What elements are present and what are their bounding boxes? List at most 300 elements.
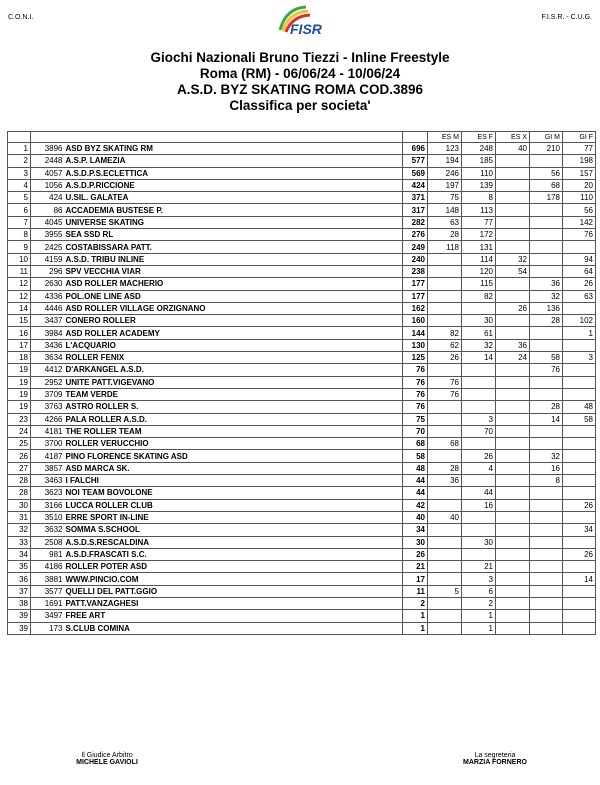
category-points-cell: 16 [462,499,496,511]
rank-cell: 35 [8,561,31,573]
table-row [8,425,596,437]
rank-cell: 31 [8,511,31,523]
rank-cell: 5 [8,192,31,204]
col-header: GI M [530,132,563,143]
category-points-cell: 82 [428,327,462,339]
club-code-cell: 3955 [31,229,65,241]
rank-cell: 19 [8,388,31,400]
category-points-cell: 102 [563,315,596,327]
club-name-cell: D'ARKANGEL A.S.D. [65,364,403,376]
total-points-cell: 68 [403,438,428,450]
table-row [8,511,596,523]
club-name-cell: A.S.D.P.RICCIONE [65,179,403,191]
category-points-cell [563,622,596,634]
category-points-cell [428,253,462,265]
category-points-cell [530,438,563,450]
category-points-cell: 63 [563,290,596,302]
table-row [8,278,596,290]
club-name-cell: PALA ROLLER A.S.D. [65,413,403,425]
category-points-cell: 68 [428,438,462,450]
club-code-cell: 2508 [31,536,65,548]
category-points-cell [496,585,530,597]
club-name-cell: SPV VECCHIA VIAR [65,265,403,277]
club-code-cell: 981 [31,548,65,560]
total-points-cell: 2 [403,597,428,609]
category-points-cell [530,229,563,241]
table-row [8,302,596,314]
category-points-cell [496,241,530,253]
club-code-cell: 3577 [31,585,65,597]
category-points-cell [428,364,462,376]
category-points-cell: 58 [563,413,596,425]
category-points-cell [496,536,530,548]
category-points-cell: 2 [462,597,496,609]
category-points-cell [530,548,563,560]
category-points-cell [530,487,563,499]
category-points-cell: 61 [462,327,496,339]
category-points-cell: 4 [462,462,496,474]
rank-cell: 24 [8,425,31,437]
rank-cell: 37 [8,585,31,597]
club-code-cell: 296 [31,265,65,277]
club-name-cell: UNIVERSE SKATING [65,216,403,228]
category-points-cell [563,388,596,400]
table-row [8,438,596,450]
category-points-cell [563,462,596,474]
table-row [8,376,596,388]
club-name-cell: THE ROLLER TEAM [65,425,403,437]
category-points-cell: 32 [530,290,563,302]
club-name-cell: ROLLER VERUCCHIO [65,438,403,450]
category-points-cell [496,290,530,302]
total-points-cell: 696 [403,143,428,155]
category-points-cell [428,265,462,277]
table-row [8,585,596,597]
category-points-cell [496,413,530,425]
category-points-cell [496,204,530,216]
category-points-cell: 172 [462,229,496,241]
category-points-cell [462,401,496,413]
club-name-cell: TEAM VERDE [65,388,403,400]
total-points-cell: 76 [403,364,428,376]
club-code-cell: 3700 [31,438,65,450]
category-points-cell [563,241,596,253]
total-points-cell: 282 [403,216,428,228]
total-points-cell: 42 [403,499,428,511]
club-name-cell: ROLLER FENIX [65,352,403,364]
total-points-cell: 249 [403,241,428,253]
category-points-cell [530,511,563,523]
fisr-logo [272,4,332,40]
fisr-cug-label: F.I.S.R. - C.U.G. [541,14,592,21]
event-location-dates: Roma (RM) - 06/06/24 - 10/06/24 [199,66,401,81]
category-points-cell [428,548,462,560]
category-points-cell: 30 [462,315,496,327]
table-row [8,573,596,585]
total-points-cell: 76 [403,388,428,400]
category-points-cell: 64 [563,265,596,277]
club-name-cell: SEA SSD RL [65,229,403,241]
category-points-cell [496,499,530,511]
coni-label: C.O.N.I. [8,14,34,21]
table-row [8,450,596,462]
category-points-cell: 30 [462,536,496,548]
category-points-cell [530,339,563,351]
club-code-cell: 3436 [31,339,65,351]
rank-cell: 3 [8,167,31,179]
table-row [8,327,596,339]
rank-cell: 38 [8,597,31,609]
rank-cell: 34 [8,548,31,560]
category-points-cell: 142 [563,216,596,228]
total-points-cell: 317 [403,204,428,216]
category-points-cell: 26 [563,278,596,290]
table-row [8,487,596,499]
rank-cell: 39 [8,610,31,622]
category-points-cell: 94 [563,253,596,265]
secretary-name: MARZIA FORNERO [463,759,527,766]
category-points-cell [563,339,596,351]
club-code-cell: 3437 [31,315,65,327]
category-points-cell [428,302,462,314]
category-points-cell: 1 [462,610,496,622]
category-points-cell [563,438,596,450]
category-points-cell: 194 [428,155,462,167]
category-points-cell: 32 [496,253,530,265]
rank-cell: 12 [8,290,31,302]
category-points-cell: 157 [563,167,596,179]
category-points-cell [496,610,530,622]
club-code-cell: 2630 [31,278,65,290]
category-points-cell [530,561,563,573]
table-row [8,155,596,167]
table-row [8,364,596,376]
category-points-cell [428,610,462,622]
table-row [8,216,596,228]
category-points-cell: 1 [563,327,596,339]
category-points-cell: 148 [428,204,462,216]
category-points-cell [530,376,563,388]
category-points-cell [563,425,596,437]
rank-cell: 28 [8,487,31,499]
total-points-cell: 44 [403,475,428,487]
category-points-cell [496,315,530,327]
category-points-cell: 120 [462,265,496,277]
club-name-cell: NOI TEAM BOVOLONE [65,487,403,499]
club-name-cell: L'ACQUARIO [65,339,403,351]
rank-cell: 2 [8,155,31,167]
category-points-cell [530,204,563,216]
rank-cell: 30 [8,499,31,511]
category-points-cell [563,597,596,609]
category-points-cell: 76 [530,364,563,376]
table-row [8,561,596,573]
category-points-cell [496,561,530,573]
category-points-cell [563,585,596,597]
category-points-cell [462,438,496,450]
club-code-cell: 3857 [31,462,65,474]
rank-cell: 19 [8,401,31,413]
club-code-cell: 4446 [31,302,65,314]
referee-role: Il Giudice Arbitro [81,752,133,759]
club-code-cell: 1056 [31,179,65,191]
category-points-cell: 70 [462,425,496,437]
category-points-cell [428,573,462,585]
category-points-cell [462,548,496,560]
rank-cell: 11 [8,265,31,277]
rank-cell: 25 [8,438,31,450]
category-points-cell: 110 [563,192,596,204]
category-points-cell [496,573,530,585]
club-name-cell: U.SIL. GALATEA [65,192,403,204]
table-row [8,241,596,253]
category-points-cell: 6 [462,585,496,597]
table-row [8,339,596,351]
category-points-cell: 44 [462,487,496,499]
category-points-cell: 62 [428,339,462,351]
category-points-cell [563,376,596,388]
table-row [8,167,596,179]
category-points-cell: 3 [462,573,496,585]
club-name-cell: ROLLER POTER ASD [65,561,403,573]
category-points-cell: 40 [496,143,530,155]
category-points-cell [462,511,496,523]
total-points-cell: 1 [403,610,428,622]
club-name-cell: FREE ART [65,610,403,622]
club-name-cell: COSTABISSARA PATT. [65,241,403,253]
total-points-cell: 125 [403,352,428,364]
table-row [8,597,596,609]
club-code-cell: 4336 [31,290,65,302]
category-points-cell: 82 [462,290,496,302]
category-points-cell: 246 [428,167,462,179]
category-points-cell [428,622,462,634]
category-points-cell: 56 [530,167,563,179]
club-name-cell: ASD BYZ SKATING RM [65,143,403,155]
table-row [8,229,596,241]
club-code-cell: 3497 [31,610,65,622]
club-code-cell: 424 [31,192,65,204]
total-points-cell: 1 [403,622,428,634]
category-points-cell: 48 [563,401,596,413]
category-points-cell: 139 [462,179,496,191]
category-points-cell: 36 [496,339,530,351]
category-points-cell [530,499,563,511]
category-points-cell [530,216,563,228]
club-name-cell: A.S.D. TRIBU INLINE [65,253,403,265]
table-row [8,536,596,548]
category-points-cell: 28 [428,229,462,241]
club-name-cell: LUCCA ROLLER CLUB [65,499,403,511]
club-name-cell: ASD ROLLER MACHERIO [65,278,403,290]
table-row [8,475,596,487]
table-row [8,290,596,302]
table-row [8,204,596,216]
rank-cell: 16 [8,327,31,339]
category-points-cell: 26 [428,352,462,364]
table-row [8,352,596,364]
club-code-cell: 3881 [31,573,65,585]
referee-name: MICHELE GAVIOLI [76,759,138,766]
category-points-cell: 26 [496,302,530,314]
rank-cell: 39 [8,622,31,634]
category-points-cell: 68 [530,179,563,191]
category-points-cell [530,536,563,548]
category-points-cell: 77 [462,216,496,228]
club-name-cell: ACCADEMIA BUSTESE P. [65,204,403,216]
club-code-cell: 3763 [31,401,65,413]
club-code-cell: 4187 [31,450,65,462]
total-points-cell: 162 [403,302,428,314]
total-points-cell: 240 [403,253,428,265]
total-points-cell: 371 [403,192,428,204]
secretary-signature [440,752,550,766]
club-code-cell: 3463 [31,475,65,487]
category-points-cell [563,364,596,376]
category-points-cell [530,597,563,609]
total-points-cell: 26 [403,548,428,560]
category-points-cell [496,401,530,413]
category-points-cell [428,290,462,302]
category-points-cell [496,524,530,536]
category-points-cell [496,487,530,499]
category-points-cell [530,241,563,253]
rank-cell: 33 [8,536,31,548]
total-points-cell: 130 [403,339,428,351]
category-points-cell: 32 [530,450,563,462]
table-row [8,315,596,327]
rank-cell: 8 [8,229,31,241]
club-code-cell: 3510 [31,511,65,523]
category-points-cell [530,253,563,265]
col-header: ES F [462,132,496,143]
club-code-cell: 4181 [31,425,65,437]
category-points-cell [496,597,530,609]
category-points-cell [496,548,530,560]
category-points-cell: 3 [462,413,496,425]
category-points-cell: 32 [462,339,496,351]
club-name-cell: UNITE PATT.VIGEVANO [65,376,403,388]
category-points-cell: 3 [563,352,596,364]
rank-cell: 12 [8,278,31,290]
table-row [8,462,596,474]
category-points-cell: 26 [563,548,596,560]
category-points-cell [496,388,530,400]
category-points-cell [496,155,530,167]
category-points-cell [462,388,496,400]
club-code-cell: 4159 [31,253,65,265]
category-points-cell: 198 [563,155,596,167]
table-row [8,413,596,425]
club-code-cell: 2448 [31,155,65,167]
total-points-cell: 569 [403,167,428,179]
rank-cell: 17 [8,339,31,351]
category-points-cell: 58 [530,352,563,364]
category-points-cell [496,229,530,241]
table-header-row [8,132,596,143]
total-points-cell: 577 [403,155,428,167]
category-points-cell: 14 [462,352,496,364]
club-code-cell: 2952 [31,376,65,388]
table-row [8,610,596,622]
rank-cell: 26 [8,450,31,462]
club-title: A.S.D. BYZ SKATING ROMA COD.3896 [176,82,424,97]
category-points-cell [496,438,530,450]
category-points-cell: 75 [428,192,462,204]
club-code-cell: 4412 [31,364,65,376]
category-points-cell [563,475,596,487]
total-points-cell: 144 [403,327,428,339]
total-points-cell: 75 [403,413,428,425]
category-points-cell [462,475,496,487]
title-block [0,50,600,114]
category-points-cell: 26 [563,499,596,511]
category-points-cell: 28 [530,401,563,413]
category-points-cell [530,388,563,400]
category-points-cell [496,425,530,437]
total-points-cell: 30 [403,536,428,548]
total-points-cell: 177 [403,278,428,290]
category-points-cell [496,167,530,179]
table-row [8,388,596,400]
ranking-body [8,143,596,635]
club-name-cell: ASD ROLLER ACADEMY [65,327,403,339]
club-name-cell: A.S.D.FRASCATI S.C. [65,548,403,560]
total-points-cell: 76 [403,376,428,388]
category-points-cell: 34 [563,524,596,536]
total-points-cell: 21 [403,561,428,573]
club-name-cell: POL.ONE LINE ASD [65,290,403,302]
rank-cell: 19 [8,376,31,388]
rank-cell: 4 [8,179,31,191]
table-row [8,179,596,191]
category-points-cell: 185 [462,155,496,167]
category-points-cell: 26 [462,450,496,462]
ranking-title: Classifica per societa' [229,98,371,113]
category-points-cell [462,376,496,388]
club-name-cell: A.S.D.P.S.ECLETTICA [65,167,403,179]
category-points-cell: 76 [428,388,462,400]
event-title: Giochi Nazionali Bruno Tiezzi - Inline Freestyle [150,50,450,65]
category-points-cell [563,610,596,622]
category-points-cell [462,524,496,536]
rank-cell: 28 [8,475,31,487]
ranking-table [7,131,596,635]
category-points-cell: 24 [496,352,530,364]
category-points-cell: 21 [462,561,496,573]
category-points-cell: 40 [428,511,462,523]
category-points-cell: 115 [462,278,496,290]
rank-cell: 10 [8,253,31,265]
category-points-cell [563,487,596,499]
category-points-cell: 123 [428,143,462,155]
total-points-cell: 76 [403,401,428,413]
category-points-cell [530,524,563,536]
table-row [8,192,596,204]
category-points-cell: 136 [530,302,563,314]
category-points-cell [496,327,530,339]
category-points-cell [496,179,530,191]
club-name-cell: CONERO ROLLER [65,315,403,327]
total-points-cell: 34 [403,524,428,536]
club-name-cell: PATT.VANZAGHESI [65,597,403,609]
club-name-cell: ASD MARCA SK. [65,462,403,474]
category-points-cell [428,524,462,536]
club-code-cell: 3623 [31,487,65,499]
category-points-cell: 178 [530,192,563,204]
table-row [8,622,596,634]
category-points-cell [428,499,462,511]
